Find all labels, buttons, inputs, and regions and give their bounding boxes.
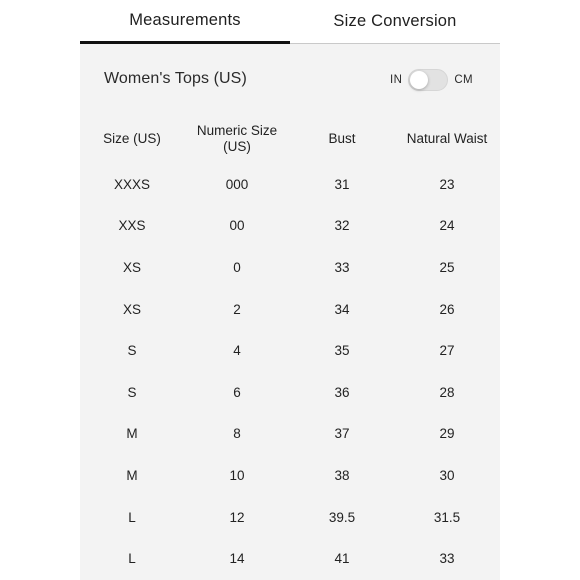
cell-natural-waist: 29 (439, 426, 455, 442)
table-row (80, 164, 500, 206)
table-row (80, 455, 500, 497)
unit-label-cm: CM (454, 74, 473, 86)
unit-label-in: IN (390, 74, 403, 86)
cell-size: XXXS (113, 176, 151, 192)
tab-bar (80, 0, 500, 44)
cell-size: M (126, 426, 138, 442)
section-title: Women's Tops (US) (104, 70, 247, 87)
cell-natural-waist: 27 (439, 343, 455, 359)
table-row (80, 247, 500, 289)
cell-natural-waist: 23 (439, 176, 455, 192)
table-row (80, 538, 500, 580)
cell-bust: 34 (334, 301, 350, 317)
unit-toggle (390, 69, 473, 91)
cell-numeric-size: 4 (233, 343, 241, 359)
cell-natural-waist: 31.5 (433, 509, 461, 525)
tab-measurements[interactable]: Measurements (80, 0, 290, 44)
table-row (80, 289, 500, 331)
cell-bust: 41 (334, 551, 350, 567)
cell-numeric-size: 14 (229, 551, 245, 567)
cell-numeric-size: 8 (233, 426, 241, 442)
cell-size: M (126, 467, 138, 483)
cell-natural-waist: 26 (439, 301, 455, 317)
cell-natural-waist: 30 (439, 467, 455, 483)
size-table (80, 114, 500, 580)
tab-size-conversion[interactable]: Size Conversion (290, 0, 500, 44)
cell-size: XS (122, 301, 141, 317)
cell-numeric-size: 10 (229, 467, 245, 483)
cell-natural-waist: 24 (439, 218, 455, 234)
header-bust: Bust (328, 131, 356, 146)
cell-bust: 33 (334, 259, 350, 275)
measurements-panel (80, 44, 500, 580)
cell-natural-waist: 28 (439, 384, 455, 400)
header-size-us: Size (US) (103, 131, 161, 146)
header-natural-waist: Natural Waist (406, 131, 488, 146)
table-row (80, 330, 500, 372)
cell-numeric-size: 0 (233, 259, 241, 275)
switch-knob (410, 71, 428, 89)
cell-size: L (128, 509, 136, 525)
table-row (80, 206, 500, 248)
cell-numeric-size: 6 (233, 384, 241, 400)
cell-size: XS (122, 259, 141, 275)
cell-natural-waist: 25 (439, 259, 455, 275)
cell-bust: 32 (334, 218, 350, 234)
table-row (80, 497, 500, 539)
cell-size: S (127, 384, 137, 400)
cell-bust: 37 (334, 426, 350, 442)
cell-numeric-size: 000 (225, 176, 249, 192)
cell-bust: 31 (334, 176, 350, 192)
cell-bust: 38 (334, 467, 350, 483)
table-row (80, 372, 500, 414)
cell-bust: 35 (334, 343, 350, 359)
table-row (80, 414, 500, 456)
cell-numeric-size: 2 (233, 301, 241, 317)
cell-bust: 36 (334, 384, 350, 400)
unit-switch[interactable] (408, 69, 448, 91)
cell-size: L (128, 551, 136, 567)
cell-size: XXS (118, 218, 146, 234)
cell-size: S (127, 343, 137, 359)
cell-numeric-size: 00 (229, 218, 245, 234)
cell-numeric-size: 12 (229, 509, 245, 525)
table-header-row (80, 114, 500, 164)
cell-natural-waist: 33 (439, 551, 455, 567)
cell-bust: 39.5 (328, 509, 356, 525)
header-numeric-size: Numeric Size (US) (196, 123, 278, 154)
